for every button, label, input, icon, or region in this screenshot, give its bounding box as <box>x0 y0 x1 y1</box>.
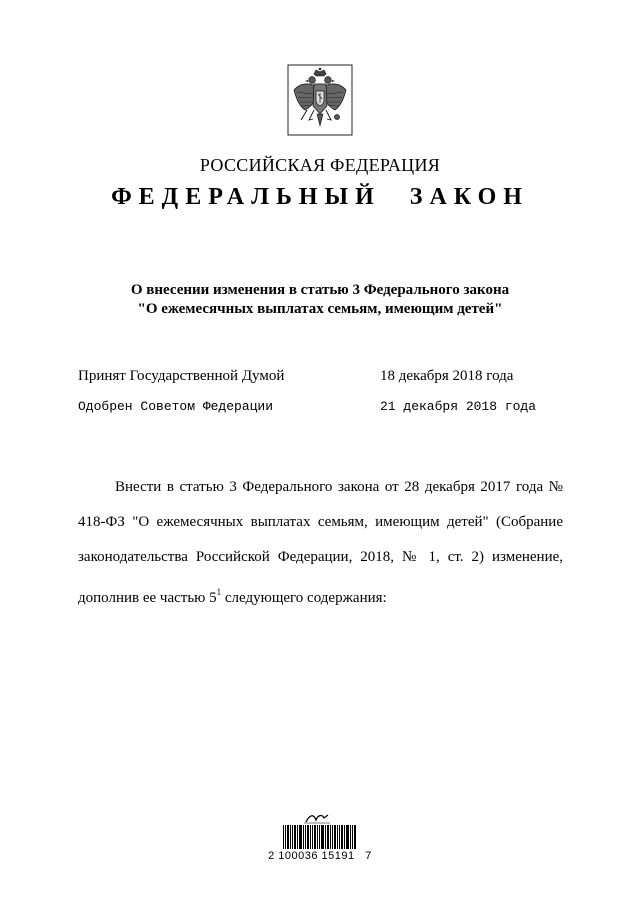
approved-by-council-date: 21 декабря 2018 года <box>380 399 537 414</box>
adoption-row-council <box>78 399 558 417</box>
adopted-by-duma-date: 18 декабря 2018 года <box>380 368 514 384</box>
body-superscript: 1 <box>216 587 222 597</box>
barcode-icon <box>283 825 357 849</box>
law-type-heading: ФЕДЕРАЛЬНЫЙ ЗАКОН <box>111 184 529 210</box>
country-name: РОССИЙСКАЯ ФЕДЕРАЦИЯ <box>199 155 441 175</box>
law-body-paragraph <box>78 470 563 616</box>
law-title-line-2: "О ежемесячных выплатах семьям, имеющим детей" <box>137 301 503 317</box>
body-text-tail: следующего содержания: <box>221 590 387 606</box>
russian-coat-of-arms-icon <box>287 64 353 136</box>
barcode-number: 2 100036 15191 7 <box>268 850 372 862</box>
law-title-line-1: О внесении изменения в статью 3 Федерального закона <box>130 282 510 298</box>
barcode-mark-icon <box>302 812 332 824</box>
approved-by-council-label: Одобрен Советом Федерации <box>78 399 274 414</box>
body-text-main: Внести в статью 3 Федерального закона от 28 декабря 2017 года № 418-ФЗ "О ежемесячных выплатах семьям, имеющим детей" (Собрание законодательства Российской Федерации, 2018, № 1, ст. 2) изменение, дополнив ее частью 5 <box>78 479 563 606</box>
adopted-by-duma-label: Принят Государственной Думой <box>78 368 285 384</box>
law-title <box>0 281 640 319</box>
adoption-row-duma <box>78 368 558 386</box>
